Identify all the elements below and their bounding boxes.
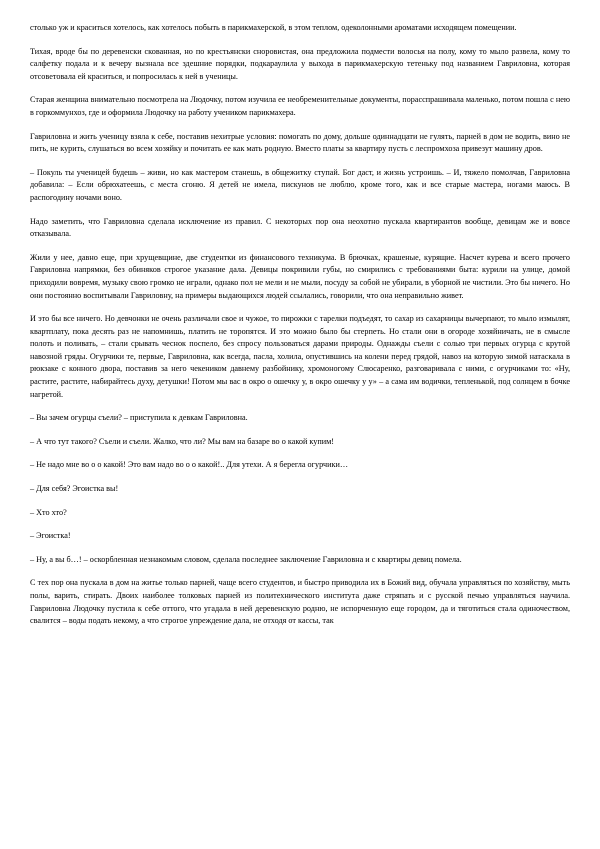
paragraph: – Эгоистка!: [30, 531, 71, 541]
paragraph: С тех пор она пускала в дом на житье только парней, чаще всего студентов, и быстро приводила их в Божий вид, обучала управляться по хозяйству, мыть полы, варить, стирать. Двоих наиболее толковых парней из политехнического института даже стряпать и с русской печью управляться научила. Гавриловна Людочку пустила к себе оттого, что угадала в ней деревенскую родню, не испорченную еще городом, да и тяготиться стала одиночеством, свалится – воды подать некому, а что строгое упреждение дала, не отходя от кассы, так: [30, 578, 570, 626]
paragraph: столько уж и краситься хотелось, как хотелось побыть в парикмахерской, в этом теплом, одеколонными ароматами исходящем помещении.: [30, 23, 517, 32]
paragraph: – Для себя? Эгоистка вы!: [30, 484, 119, 494]
paragraph: Жили у нее, давно еще, при хрущевщине, две студентки из финансового техникума. В брючках, крашеные, курящие. Насчет курева и всего прочего Гавриловна напрямки, без обиняков строгое указание дала. Девицы покривили губы, но смирились с требованиями быта: курили на улице, домой приходили вовремя, музыку свою громко не играли, однако пол не мели и не мыли, посуду за собой не убирали, в уборной не чистили. Это бы ничего. Но они постоянно воспитывали Гавриловну, на примеры выдающихся людей ссылались, говорили, что она неправильно живет.: [30, 252, 570, 300]
paragraph: – Хто хто?: [30, 507, 67, 517]
paragraph: Надо заметить, что Гавриловна сделала исключение из правил. С некоторых пор она неохотно пускала квартирантов вообще, девицам же и вовсе отказывала.: [30, 216, 570, 239]
paragraph: И это бы все ничего. Но девчонки не очень различали свое и чужое, то пирожки с тарелки подъедят, то сахар из сахарницы вычерпают, то мыло измылят, квартплату, пока десять раз не напомнишь, платить не торопятся. И это можно было бы стерпеть. Но стали они в огороде хозяйничать, не в смысле полоть и поливать, – стали срывать чеснок поспело, без спросу пользоваться дарами природы. Однажды съели с солью три первых огурца с крутой навозной гряды. Огурчики те, первые, Гавриловна, как всегда, пасла, холила, опустившись на колени перед грядой, навоз на которую зимой натаскала в рюкзаке с конного двора, поставив за него чекеником давнему разбойнику, хромоногому Слюсаренко, разговаривала с ними, с огурчиками то: «Ну, растите, растите, набирайтесь духу, детушки! Потом мы вас в окро о ошечку у, в окро ошечку у у» – а сама им водички, тепленькой, под солнцем в бочке нагретой.: [30, 314, 570, 399]
paragraph: – Вы зачем огурцы съели? – приступила к девкам Гавриловна.: [30, 413, 248, 423]
paragraph: Старая женщина внимательно посмотрела на Людочку, потом изучила ее необременительные документы, порасспрашивала маленько, потом пошла с нею в горкоммунхоз, где и оформила Людочку на работу учеником парикмахера.: [30, 95, 570, 117]
paragraph: – Покуль ты ученицей будешь – живи, но как мастером станешь, в общежитку ступай. Бог даст, и жизнь устроишь. – И, тяжело помолчав, Гавриловна добавила: – Если обрюхатеешь, с места сгоню. Я детей не имела, пискунов не люблю, кроме того, как и все старые мастера, ногами маюсь. В распогодину ночами воно.: [30, 167, 570, 202]
paragraph: – Ну, а вы б…! – оскорбленная незнакомым словом, сделала последнее заключение Гавриловна и с квартиры девиц помела.: [30, 554, 462, 564]
paragraph: – А что тут такого? Съели и съели. Жалко, что ли? Мы вам на базаре во о какой купим!: [30, 436, 335, 446]
paragraph: Гавриловна и жить ученицу взяла к себе, поставив нехитрые условия: помогать по дому, дольше одиннадцати не гулять, парней в дом не водить, вино не пить, не курить, слушаться во всем хозяйку и почитать ее как мать родную. Вместо платы за квартиру пусть с леспромхоза привезут машину дров.: [30, 131, 570, 154]
paragraph: – Не надо мне во о о какой! Это вам надо во о о какой!.. Для утехи. А я берегла огурчики…: [30, 460, 349, 470]
paragraph: Тихая, вроде бы по деревенски скованная, но по крестьянски сноровистая, она предложила подмести волосья на полу, кому то мыло развела, кому то салфетку подала и к вечеру вызнала все здешние порядки, подкараулила у выхода в парикмахерскую тетеньку под названием Гавриловна, которая отсоветовала ей краситься, и попросилась к ней в ученицы.: [30, 46, 570, 81]
